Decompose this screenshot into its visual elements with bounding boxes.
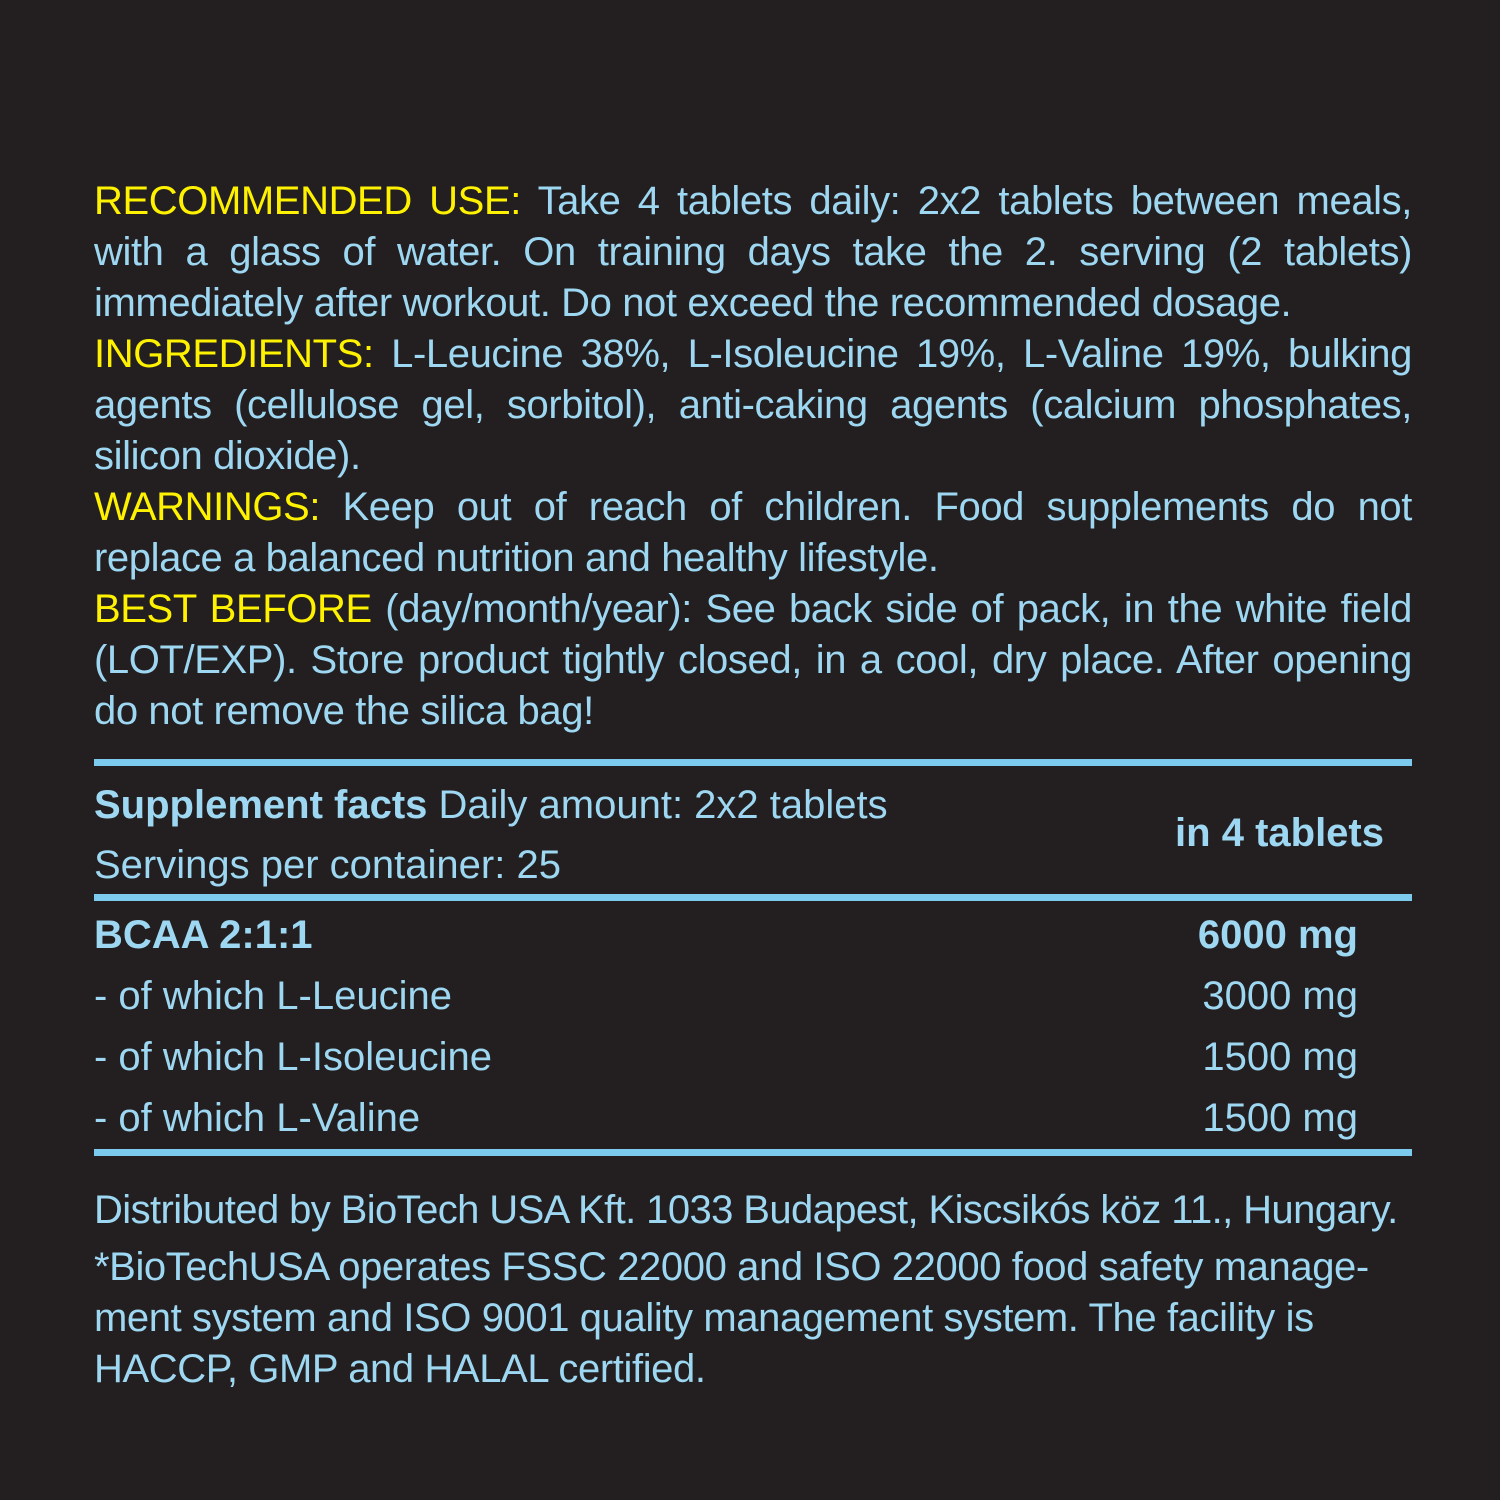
supplement-facts-header [94, 766, 1412, 894]
warnings-paragraph [94, 482, 1412, 584]
nutrient-amount: 3000 mg [1202, 974, 1358, 1018]
footer [94, 1184, 1412, 1395]
nutrient-amount: 1500 mg [1202, 1035, 1358, 1079]
facts-table [94, 901, 1412, 1149]
nutrient-amount: 6000 mg [1197, 913, 1358, 957]
facts-bottom-rule [94, 1149, 1412, 1156]
table-row [94, 966, 1412, 1027]
best-before-heading: BEST BEFORE [94, 587, 372, 631]
certification-text: *BioTechUSA operates FSSC 22000 and ISO 22000 food safety manage-ment system and ISO 9001 quality management system. The facility is HACCP, GMP and HALAL certified. [94, 1245, 1369, 1391]
distributor-text: Distributed by BioTech USA Kft. 1033 Budapest, Kiscsikós köz 11., Hungary. [94, 1188, 1398, 1232]
ingredients-heading: INGREDIENTS: [94, 332, 374, 376]
table-row [94, 1088, 1412, 1149]
nutrient-name: - of which L-Valine [94, 1096, 421, 1140]
table-row [94, 1027, 1412, 1088]
facts-title: Supplement facts [94, 783, 428, 827]
nutrient-name: BCAA 2:1:1 [94, 913, 313, 957]
facts-middle-rule [94, 894, 1412, 901]
table-row [94, 905, 1412, 966]
nutrient-name: - of which L-Leucine [94, 974, 452, 1018]
ingredients-paragraph [94, 329, 1412, 482]
best-before-paragraph [94, 584, 1412, 737]
facts-title-line [94, 780, 888, 830]
supplement-label [94, 176, 1412, 1395]
recommended-use-heading: RECOMMENDED USE: [94, 179, 521, 223]
facts-top-rule [94, 759, 1412, 766]
warnings-heading: WARNINGS: [94, 485, 321, 529]
nutrient-amount: 1500 mg [1202, 1096, 1358, 1140]
daily-amount: Daily amount: 2x2 tablets [427, 783, 888, 827]
best-before-text: (day/month/year): See back side of pack, in the white field (LOT/EXP). Store product tightly closed, in a cool, dry place. After opening do not remove the silica bag! [94, 587, 1412, 733]
recommended-use-paragraph [94, 176, 1412, 329]
servings-per-container: Servings per container: 25 [94, 843, 561, 887]
warnings-text: Keep out of reach of children. Food supplements do not replace a balanced nutrition and healthy lifestyle. [94, 485, 1412, 580]
nutrient-name: - of which L-Isoleucine [94, 1035, 492, 1079]
recommended-use-text: Take 4 tablets daily: 2x2 tablets between meals, with a glass of water. On training days take the 2. serving (2 tablets) immediately after workout. Do not exceed the recommended dosage. [94, 179, 1412, 325]
ingredients-text: L-Leucine 38%, L-Isoleucine 19%, L-Valine 19%, bulking agents (cellulose gel, sorbitol), anti-caking agents (calcium phosphates, silicon dioxide). [94, 332, 1412, 478]
amount-column-header: in 4 tablets [1175, 811, 1384, 855]
